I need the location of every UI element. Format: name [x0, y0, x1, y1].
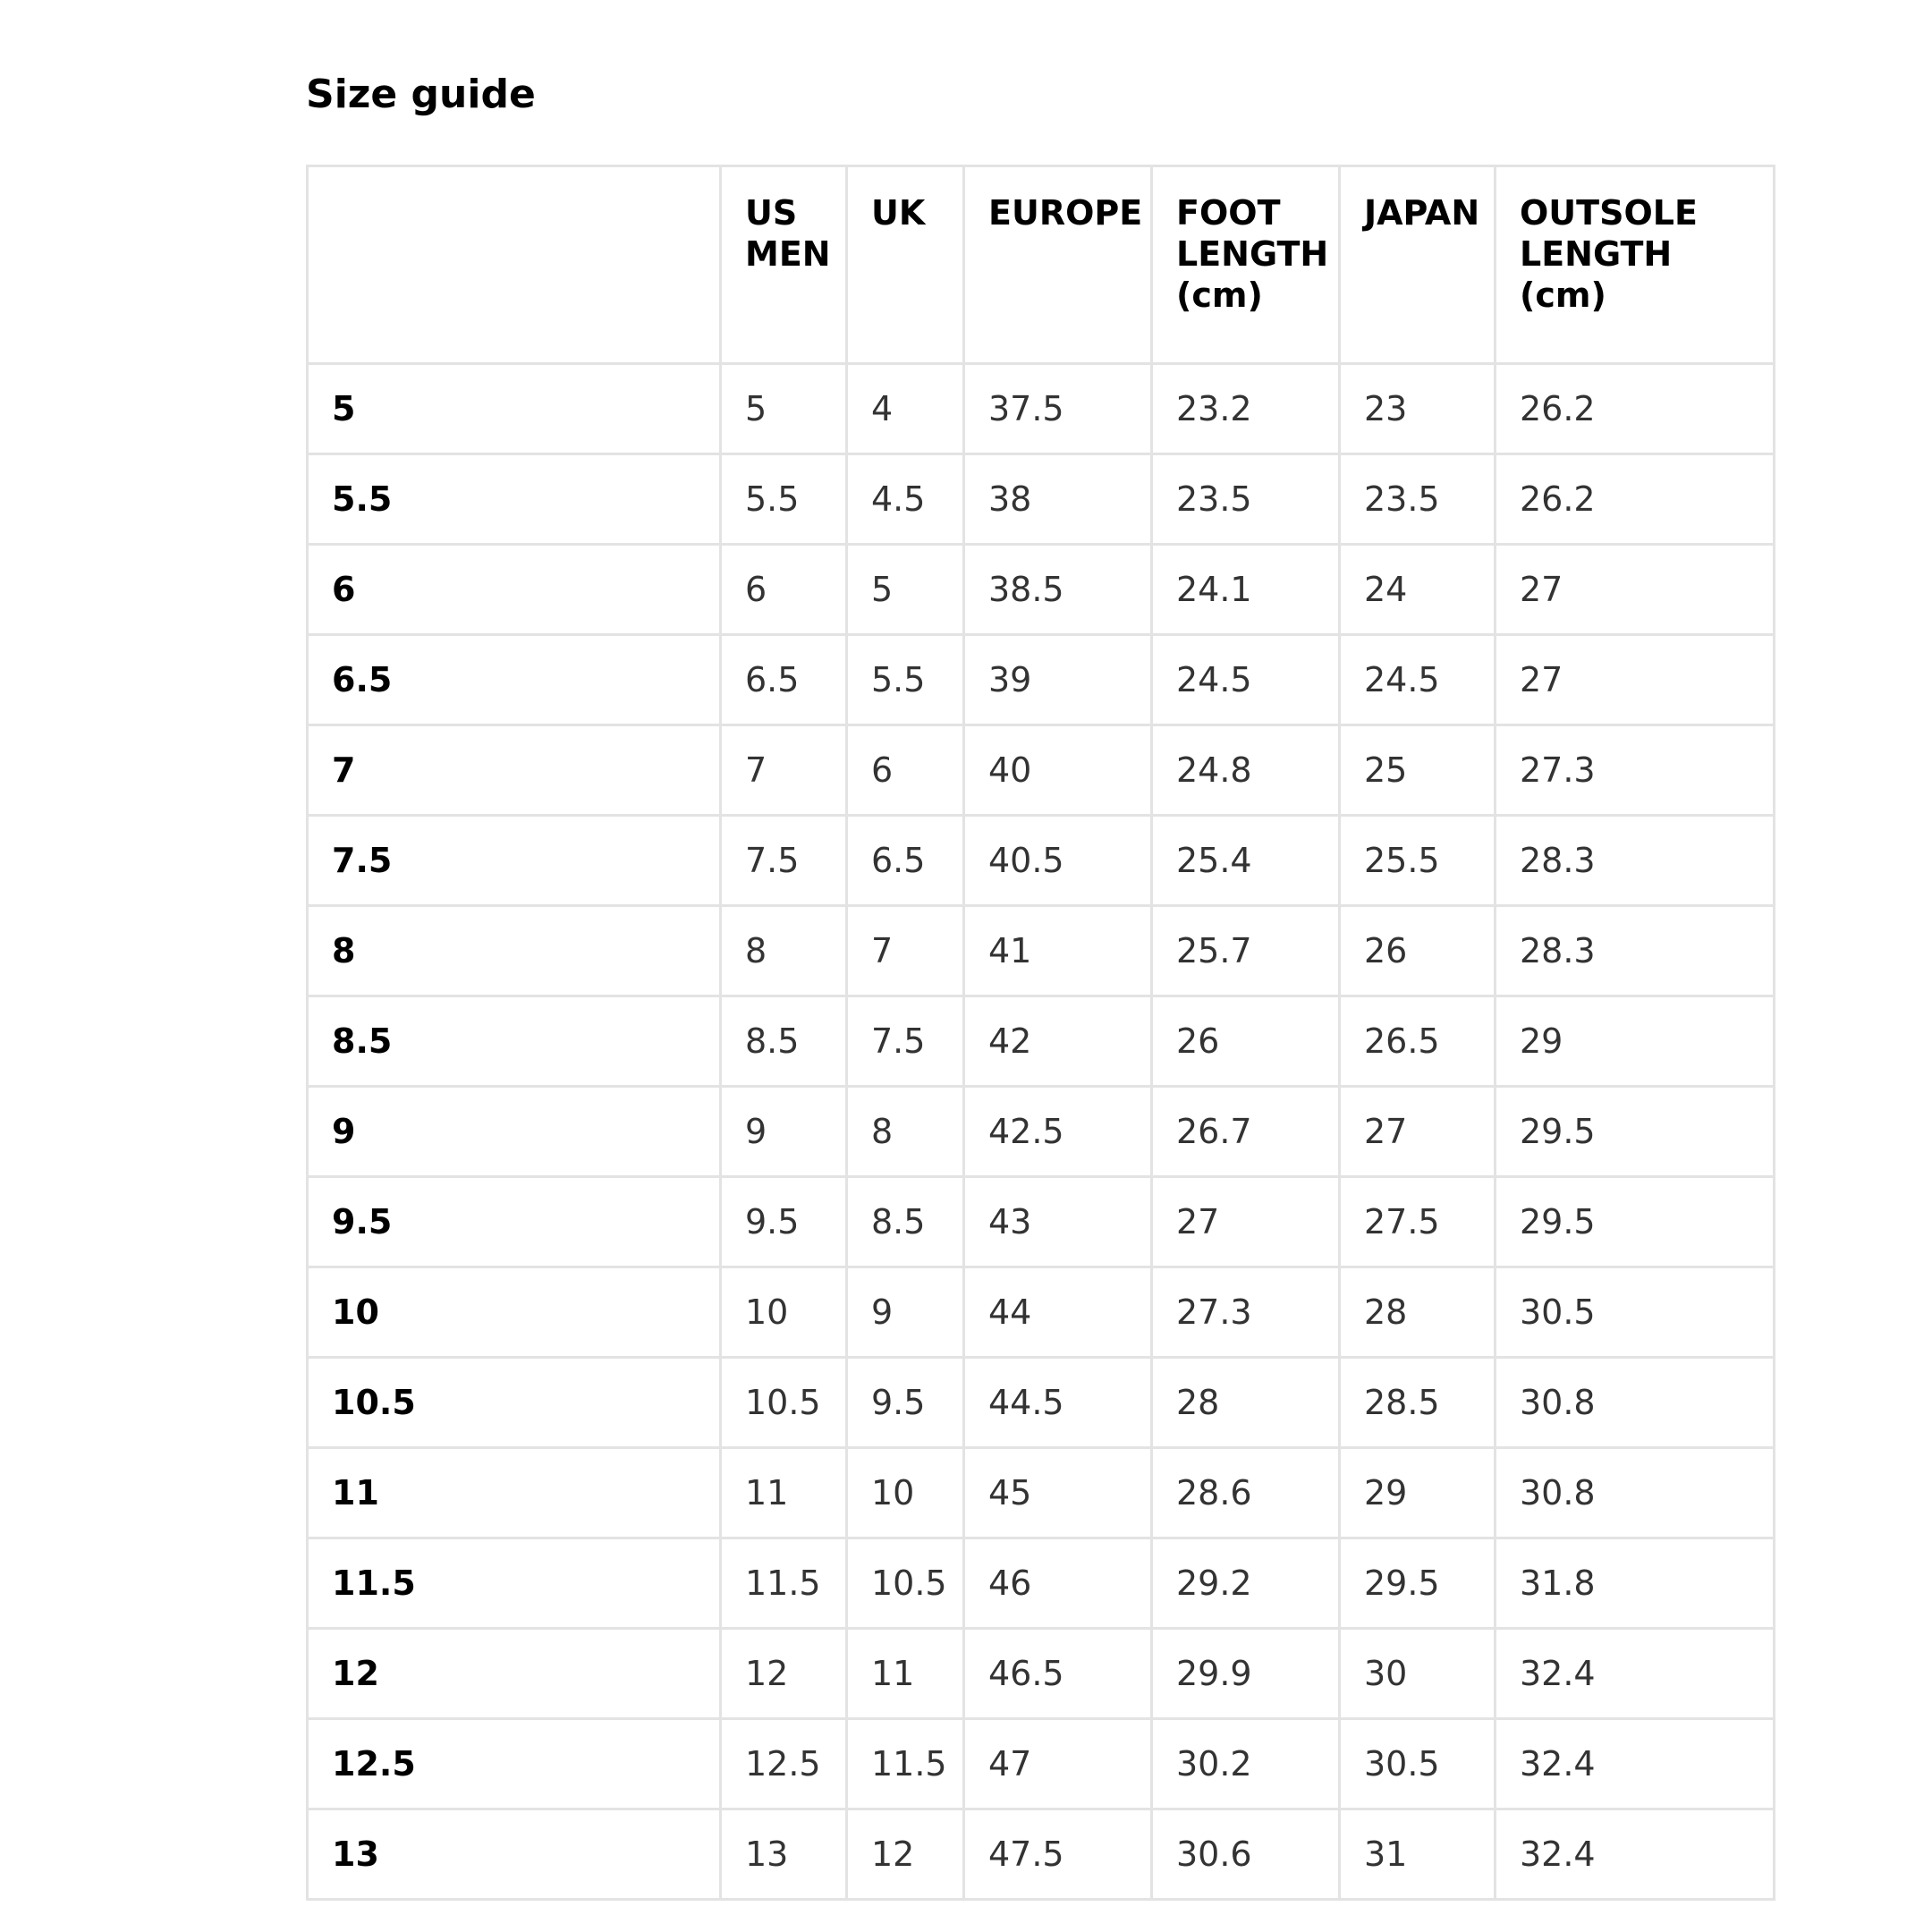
header-cell-japan: [1340, 166, 1496, 364]
size-table-container: [306, 165, 1698, 1874]
table-cell: 46: [964, 1538, 1152, 1629]
table-cell: 9: [847, 1267, 964, 1358]
row-size-label: 10.5: [308, 1358, 721, 1448]
table-cell: 6.5: [721, 635, 847, 725]
table-cell: 4: [847, 364, 964, 454]
table-cell: 38: [964, 454, 1152, 545]
table-cell: 26.7: [1152, 1087, 1340, 1177]
page-title: Size guide: [306, 72, 536, 117]
table-cell: 11.5: [847, 1719, 964, 1809]
table-cell: 5: [847, 545, 964, 635]
table-cell: 12.5: [721, 1719, 847, 1809]
table-header-row: [308, 166, 1775, 364]
table-cell: 42.5: [964, 1087, 1152, 1177]
table-row: [308, 1177, 1775, 1267]
table-cell: 5.5: [847, 635, 964, 725]
table-cell: 11: [721, 1448, 847, 1538]
table-cell: 26: [1152, 996, 1340, 1087]
table-cell: 31: [1340, 1809, 1496, 1900]
table-cell: 38.5: [964, 545, 1152, 635]
table-cell: 27: [1496, 635, 1775, 725]
table-cell: 29.2: [1152, 1538, 1340, 1629]
header-cell-uk: [847, 166, 964, 364]
table-cell: 28.6: [1152, 1448, 1340, 1538]
table-cell: 28: [1340, 1267, 1496, 1358]
table-cell: 26.5: [1340, 996, 1496, 1087]
table-row: [308, 906, 1775, 996]
row-size-label: 12.5: [308, 1719, 721, 1809]
header-cell-foot-length: [1152, 166, 1340, 364]
table-row: [308, 635, 1775, 725]
table-cell: 40.5: [964, 816, 1152, 906]
header-cell-size: [308, 166, 721, 364]
table-cell: 30.5: [1340, 1719, 1496, 1809]
table-cell: 28.3: [1496, 816, 1775, 906]
table-cell: 28: [1152, 1358, 1340, 1448]
row-size-label: 7: [308, 725, 721, 816]
table-cell: 40: [964, 725, 1152, 816]
table-cell: 42: [964, 996, 1152, 1087]
table-cell: 29.5: [1496, 1177, 1775, 1267]
table-cell: 28.5: [1340, 1358, 1496, 1448]
table-cell: 30.8: [1496, 1448, 1775, 1538]
row-size-label: 13: [308, 1809, 721, 1900]
table-cell: 8: [847, 1087, 964, 1177]
table-row: [308, 816, 1775, 906]
table-cell: 5.5: [721, 454, 847, 545]
table-cell: 23.5: [1340, 454, 1496, 545]
header-cell-europe: [964, 166, 1152, 364]
table-cell: 46.5: [964, 1629, 1152, 1719]
table-cell: 32.4: [1496, 1719, 1775, 1809]
table-cell: 6.5: [847, 816, 964, 906]
table-cell: 5: [721, 364, 847, 454]
table-cell: 30: [1340, 1629, 1496, 1719]
table-cell: 25.4: [1152, 816, 1340, 906]
table-row: [308, 1538, 1775, 1629]
table-cell: 6: [721, 545, 847, 635]
table-cell: 25.7: [1152, 906, 1340, 996]
header-label: UK: [871, 193, 926, 233]
row-size-label: 12: [308, 1629, 721, 1719]
table-cell: 27: [1152, 1177, 1340, 1267]
table-cell: 24.5: [1152, 635, 1340, 725]
table-cell: 31.8: [1496, 1538, 1775, 1629]
table-cell: 6: [847, 725, 964, 816]
table-cell: 27: [1496, 545, 1775, 635]
table-cell: 29.5: [1340, 1538, 1496, 1629]
table-row: [308, 1629, 1775, 1719]
size-table: [306, 165, 1775, 1901]
table-row: [308, 454, 1775, 545]
table-cell: 29: [1340, 1448, 1496, 1538]
table-cell: 29.9: [1152, 1629, 1340, 1719]
row-size-label: 6: [308, 545, 721, 635]
table-cell: 7.5: [721, 816, 847, 906]
table-cell: 23.2: [1152, 364, 1340, 454]
row-size-label: 11.5: [308, 1538, 721, 1629]
table-row: [308, 1448, 1775, 1538]
table-cell: 39: [964, 635, 1152, 725]
table-cell: 7.5: [847, 996, 964, 1087]
table-cell: 24.8: [1152, 725, 1340, 816]
table-cell: 10.5: [721, 1358, 847, 1448]
table-cell: 24.5: [1340, 635, 1496, 725]
table-cell: 4.5: [847, 454, 964, 545]
header-cell-us-men: [721, 166, 847, 364]
table-row: [308, 1267, 1775, 1358]
table-cell: 29.5: [1496, 1087, 1775, 1177]
row-size-label: 5.5: [308, 454, 721, 545]
header-label: FOOT LENGTH (cm): [1176, 193, 1329, 315]
table-row: [308, 725, 1775, 816]
table-cell: 23: [1340, 364, 1496, 454]
table-cell: 9.5: [847, 1358, 964, 1448]
table-cell: 32.4: [1496, 1629, 1775, 1719]
table-cell: 27.5: [1340, 1177, 1496, 1267]
table-cell: 44.5: [964, 1358, 1152, 1448]
table-row: [308, 1087, 1775, 1177]
table-cell: 43: [964, 1177, 1152, 1267]
row-size-label: 11: [308, 1448, 721, 1538]
header-label: EUROPE: [988, 193, 1143, 233]
table-cell: 30.5: [1496, 1267, 1775, 1358]
table-body: [308, 364, 1775, 1900]
table-cell: 13: [721, 1809, 847, 1900]
table-cell: 11.5: [721, 1538, 847, 1629]
table-row: [308, 545, 1775, 635]
header-label: US MEN: [745, 193, 831, 274]
table-cell: 9.5: [721, 1177, 847, 1267]
header-label: JAPAN: [1364, 193, 1480, 233]
table-cell: 7: [847, 906, 964, 996]
table-cell: 8.5: [721, 996, 847, 1087]
table-cell: 27.3: [1496, 725, 1775, 816]
table-cell: 27.3: [1152, 1267, 1340, 1358]
table-row: [308, 364, 1775, 454]
table-row: [308, 1719, 1775, 1809]
row-size-label: 10: [308, 1267, 721, 1358]
table-cell: 12: [721, 1629, 847, 1719]
table-cell: 25: [1340, 725, 1496, 816]
table-cell: 8: [721, 906, 847, 996]
table-cell: 26.2: [1496, 454, 1775, 545]
table-row: [308, 996, 1775, 1087]
table-row: [308, 1358, 1775, 1448]
header-label: OUTSOLE LENGTH (cm): [1520, 193, 1698, 315]
table-cell: 47.5: [964, 1809, 1152, 1900]
table-cell: 25.5: [1340, 816, 1496, 906]
table-cell: 7: [721, 725, 847, 816]
table-cell: 32.4: [1496, 1809, 1775, 1900]
table-cell: 9: [721, 1087, 847, 1177]
table-cell: 10: [721, 1267, 847, 1358]
table-cell: 11: [847, 1629, 964, 1719]
table-cell: 44: [964, 1267, 1152, 1358]
row-size-label: 8.5: [308, 996, 721, 1087]
table-cell: 45: [964, 1448, 1152, 1538]
table-cell: 12: [847, 1809, 964, 1900]
table-cell: 23.5: [1152, 454, 1340, 545]
table-cell: 27: [1340, 1087, 1496, 1177]
row-size-label: 8: [308, 906, 721, 996]
table-cell: 37.5: [964, 364, 1152, 454]
row-size-label: 9: [308, 1087, 721, 1177]
table-cell: 30.2: [1152, 1719, 1340, 1809]
table-row: [308, 1809, 1775, 1900]
row-size-label: 7.5: [308, 816, 721, 906]
header-cell-outsole-length: [1496, 166, 1775, 364]
table-cell: 47: [964, 1719, 1152, 1809]
table-cell: 30.6: [1152, 1809, 1340, 1900]
table-cell: 29: [1496, 996, 1775, 1087]
table-cell: 10.5: [847, 1538, 964, 1629]
table-cell: 24.1: [1152, 545, 1340, 635]
row-size-label: 5: [308, 364, 721, 454]
table-cell: 28.3: [1496, 906, 1775, 996]
table-cell: 41: [964, 906, 1152, 996]
row-size-label: 6.5: [308, 635, 721, 725]
table-cell: 10: [847, 1448, 964, 1538]
table-cell: 30.8: [1496, 1358, 1775, 1448]
row-size-label: 9.5: [308, 1177, 721, 1267]
table-cell: 24: [1340, 545, 1496, 635]
table-cell: 26.2: [1496, 364, 1775, 454]
table-cell: 8.5: [847, 1177, 964, 1267]
table-cell: 26: [1340, 906, 1496, 996]
